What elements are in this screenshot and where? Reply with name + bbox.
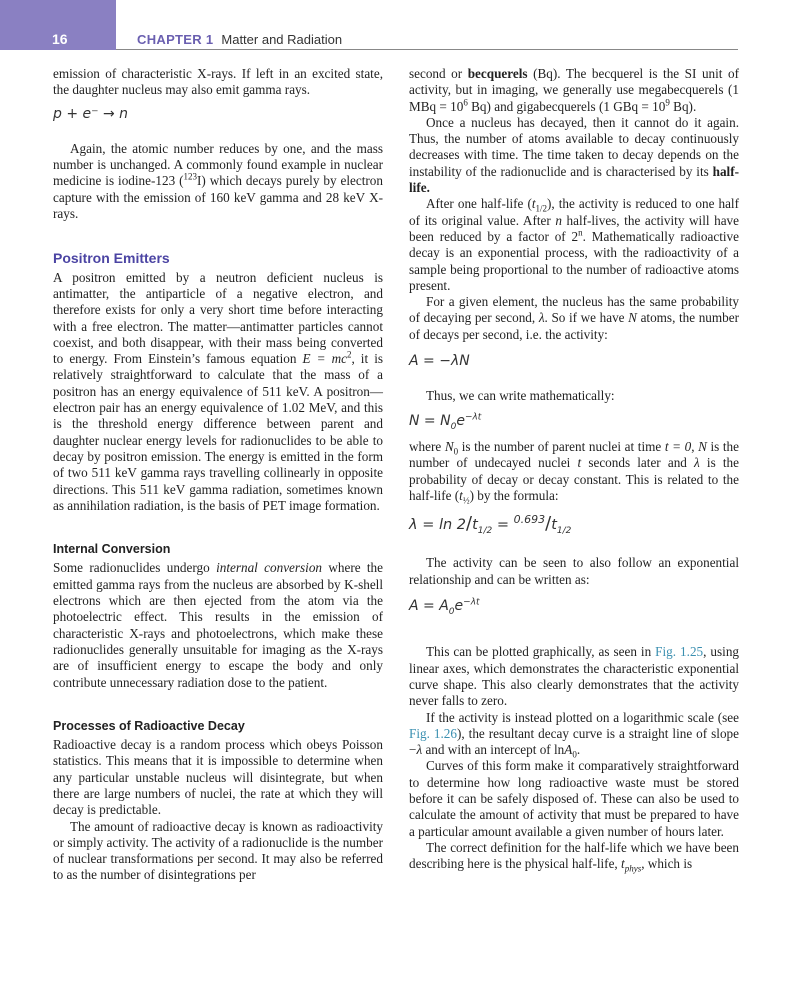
text-span: second or (409, 66, 468, 81)
paragraph (409, 710, 739, 759)
section-heading: Positron Emitters (53, 250, 170, 267)
paragraph (53, 560, 383, 690)
text-span: , (691, 438, 699, 454)
text-span: Bq). (669, 98, 697, 114)
text-span: , using linear axes, which demonstrates the characteristic exponential curve shape. This also clearly demonstrates that the activity never falls to zero. (409, 644, 740, 709)
figure-link-1-25[interactable]: Fig. 1.25 (655, 644, 704, 660)
text-span: half-lives, the activity will have been reduced by a factor of 2 (409, 212, 739, 244)
text-span: ) by the formula: (469, 487, 559, 503)
variable: t (577, 455, 582, 471)
text-span: Some radionuclides undergo (53, 560, 217, 576)
section-heading: Internal Conversion (53, 542, 171, 557)
variable: n (555, 212, 562, 228)
eq-part: e (454, 598, 464, 615)
text-span: This can be plotted graphically, as seen in (426, 644, 656, 660)
text-span: . (576, 742, 581, 758)
text-span: (Bq). The becquerel is the SI unit of activity, but in imaging, we generally use megabecquerels (1 MBq = 10 (409, 66, 739, 114)
text-span: ), the activity is reduced to one half of its original value. After (409, 196, 739, 228)
section-heading: Processes of Radioactive Decay (53, 718, 245, 733)
text-span: If the activity is instead plotted on a logarithmic scale (see (426, 709, 739, 725)
subscript: phys (624, 863, 642, 874)
text-span: where (409, 438, 445, 454)
variable: λ (416, 742, 423, 758)
paragraph (409, 115, 739, 196)
text-span: ), the resultant decay curve is a straight line of slope − (409, 725, 739, 758)
variable: λ (694, 455, 700, 471)
variable: N (628, 310, 637, 326)
equation-decay (409, 411, 739, 432)
right-column (409, 66, 739, 872)
text-span: For a given element, the nucleus has the same probability of decaying per second, (409, 294, 739, 326)
bold-term: half-life. (409, 163, 739, 196)
header-rule (116, 49, 738, 50)
text-span: , which is (641, 856, 693, 872)
paragraph: Curves of this form make it comparatively straightforward to determine how long radioactive waste must be stored before it can be safely disposed of. These can also be used to calculate the amount of activity that must be prepared to have a particular amount available a given number of hours later. (409, 758, 739, 839)
eq-part: N = N (409, 412, 451, 429)
paragraph (409, 439, 739, 504)
chapter-title: Matter and Radiation (221, 32, 343, 47)
variable: t (621, 856, 625, 872)
variable: N (444, 438, 454, 454)
text-span: atoms, the number of decays per second, i.e. the activity: (409, 310, 739, 342)
subscript: 0 (450, 421, 457, 432)
eq-part: λ = ln 2 (409, 517, 467, 534)
text-span: is the probability of decay or decay constant. This is related to the half-life ( (409, 455, 739, 503)
variable: N (698, 438, 707, 454)
eq-slash: / (545, 513, 552, 535)
text-span: is the number of parent nuclei at time (458, 438, 665, 454)
equation-decay-constant (409, 513, 739, 537)
text-span: Once a nucleus has decayed, then it cannot do it again. Thus, the number of atoms available to decay continuously decreases with time. The time taken to decay depends on the instability of the radionuclide and is characterised by its (409, 114, 739, 179)
paragraph: Radioactive decay is a random process which obeys Poisson statistics. This means that it is impossible to determine when any particular unstable nucleus will disintegrate, but when there are large numbers of nuclei, the rate at which they will decay is predictable. (53, 737, 383, 818)
page-number-tab (0, 0, 116, 50)
superscript: −λt (463, 597, 480, 608)
text-span: , it is relatively straightforward to calculate that the mass of a positron has an energy equivalence of 511 keV. A positron—electron pair has an energy equivalence of 1.02 MeV, and this is the threshold energy difference between parent and daughter nuclear energy levels for radionuclides to be able to decay by positron emission. The energy is emitted in the form of two 511 keV gamma rays travelling collinearly in opposite directions. This 511 keV gamma radiation, sometimes known as annihilation radiation, is the basis of PET image formation. (53, 351, 383, 513)
variable: t (459, 487, 463, 503)
paragraph: Thus, we can write mathematically: (426, 388, 615, 404)
paragraph (409, 196, 739, 294)
superscript: 123 (183, 172, 198, 183)
figure-link-1-26[interactable]: Fig. 1.26 (409, 725, 457, 741)
text-span: Bq) and gigabecquerels (1 GBq = 10 (467, 98, 666, 114)
text-span: seconds later and (581, 455, 695, 471)
superscript: 9 (665, 97, 670, 108)
text-span: After one half-life ( (426, 196, 532, 212)
text-span: Again, the atomic number reduces by one, and the mass number is unchanged. A commonly found example in nuclear medicine is iodine-123 ( (53, 140, 383, 189)
superscript: −λt (464, 411, 482, 422)
text-span: A positron emitted by a neutron deficient nucleus is antimatter, the antiparticle of a negative electron, and therefore exists for only a very short time before interacting with a free electron. The matter—antimatter particles cannot coexist, and both disappear, with their mass being converted to energy. From Einstein’s famous equation (53, 269, 383, 367)
variable: t = 0 (664, 438, 692, 454)
subscript: 1/2 (477, 526, 493, 537)
eq-part: e (456, 412, 465, 429)
subscript: 1/2 (535, 204, 548, 215)
eq-part: t (551, 517, 557, 534)
subscript: 0 (448, 606, 455, 617)
paragraph (409, 840, 739, 873)
emphasis: internal conversion (216, 560, 323, 576)
text-span: is the number of undecayed nuclei (409, 438, 739, 471)
equation-electron-capture: p + e⁻ → n (53, 105, 129, 122)
paragraph (409, 644, 739, 709)
inline-equation: E = mc (302, 351, 347, 367)
subscript: 0 (572, 749, 577, 760)
variable: A (564, 742, 573, 758)
running-head (137, 32, 342, 47)
text-span: I) which decays purely by electron capture with the emission of 160 keV gamma and 28 keV X-rays. (53, 173, 383, 222)
subscript: ½ (462, 495, 470, 506)
paragraph: The activity can be seen to also follow an exponential relationship and can be written as: (409, 555, 739, 587)
subscript: 0 (453, 446, 459, 457)
text-span: The correct definition for the half-life which we have been describing here is the physical half-life, (409, 839, 739, 872)
text-span: . Mathematically radioactive decay is an exponential process, with the radioactivity of a sample being proportional to the number of radioactive atoms present. (409, 228, 739, 293)
variable: t (531, 196, 536, 212)
left-column (53, 66, 383, 884)
superscript: 6 (463, 97, 468, 108)
paragraph: The amount of radioactive decay is known as radioactivity or simply activity. The activity of a radionuclide is the number of nuclear transformations per second. It may also be referred to as the number of disintegrations per (53, 818, 383, 883)
eq-numerator: 0.693 (513, 513, 546, 527)
page-number: 16 (52, 31, 68, 47)
eq-slash: / (466, 513, 473, 535)
equation-activity: A = −λN (409, 353, 470, 370)
paragraph (409, 294, 739, 343)
chapter-label: CHAPTER 1 (137, 32, 214, 47)
text-span: . So if we have (544, 310, 629, 326)
paragraph (53, 270, 383, 514)
paragraph: emission of characteristic X-rays. If left in an excited state, the daughter nucleus may also emit gamma rays. (53, 66, 383, 98)
eq-part: A = A (409, 598, 449, 615)
equation-activity-decay (409, 597, 739, 617)
text-span: where the emitted gamma rays from the nucleus are absorbed by K-shell electrons which are then ejected from the atom via the photoelectric effect. This results in the emission of characteristic X-rays and photoelectrons, which make these radionuclides generally unsuitable for imaging as the X-rays are of insufficient energy to escape the body and only contribute unnecessary radiation dose to the patient. (53, 560, 384, 690)
superscript: 2 (346, 349, 352, 360)
eq-part: t (472, 517, 478, 534)
superscript: n (578, 227, 583, 238)
text-span: and with an intercept of ln (422, 742, 565, 758)
subscript: 1/2 (556, 526, 572, 537)
paragraph (409, 66, 739, 115)
paragraph (53, 141, 383, 222)
variable: λ (538, 310, 545, 326)
page-header (0, 0, 800, 50)
bold-term: becquerels (467, 66, 528, 81)
eq-part: = (492, 517, 514, 534)
